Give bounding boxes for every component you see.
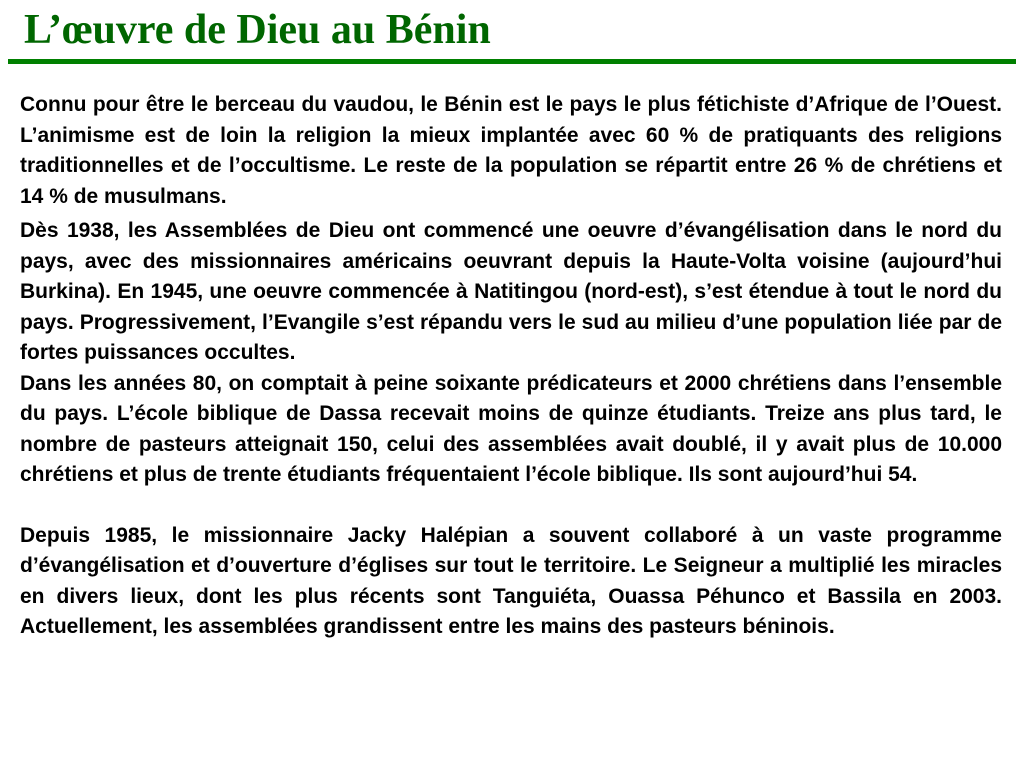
title-underline-rule: [8, 59, 1016, 64]
paragraph-benin-religions: Connu pour être le berceau du vaudou, le Bénin est le pays le plus fétichiste d’Afrique de l’Ouest. L’animisme est de loin la religion la mieux implantée avec 60 % de pratiquants des religions traditionnelles et de l’occultisme. Le reste de la population se répartit entre 26 % de chrétiens et 14 % de musulmans.: [20, 93, 1002, 208]
paragraph-assemblies-history: Dès 1938, les Assemblées de Dieu ont commencé une oeuvre d’évangélisation dans le nord du pays, avec des missionnaires américains oeuvrant depuis la Haute-Volta voisine (aujourd’hui Burkina). En 1945, une oeuvre commencée à Natitingou (nord-est), s’est étendue à tout le nord du pays. Progressivement, l’Evangile s’est répandu vers le sud au milieu d’une population liée par de fortes puissances occultes.: [20, 219, 1002, 364]
slide-title: L’œuvre de Dieu au Bénin: [24, 7, 491, 53]
paragraph-missionary-work: Depuis 1985, le missionnaire Jacky Halépian a souvent collaboré à un vaste programme d’évangélisation et d’ouverture d’églises sur tout le territoire. Le Seigneur a multiplié les miracles en divers lieux, dont les plus récents sont Tanguiéta, Ouassa Péhunco et Bassila en 2003. Actuellement, les assemblées grandissent entre les mains des pasteurs béninois.: [20, 523, 1002, 638]
paragraph-growth-statistics: Dans les années 80, on comptait à peine soixante prédicateurs et 2000 chrétiens dans l’ensemble du pays. L’école biblique de Dassa recevait moins de quinze étudiants. Treize ans plus tard, le nombre de pasteurs atteignait 150, celui des assemblées avait doublé, il y avait plus de 10.000 chrétiens et plus de trente étudiants fréquentaient l’école biblique. Ils sont aujourd’hui 54.: [20, 371, 1002, 486]
slide-body: [20, 90, 1002, 643]
